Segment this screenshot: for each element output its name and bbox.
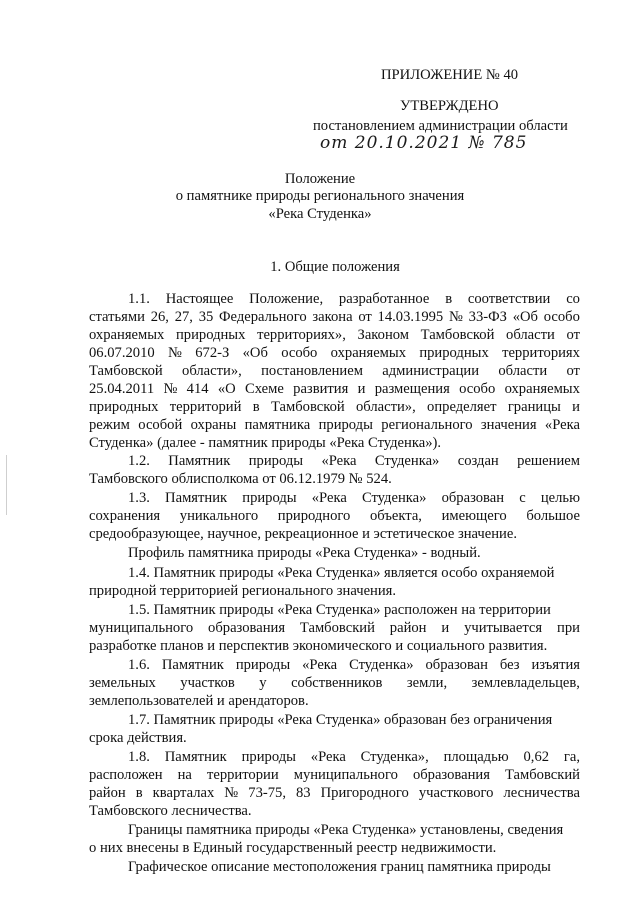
- word: без: [499, 657, 520, 673]
- word: изъятия: [531, 657, 580, 673]
- word: Памятник: [164, 749, 227, 765]
- word: 35: [198, 309, 214, 325]
- word: определяет: [427, 399, 497, 415]
- word: в: [135, 785, 143, 801]
- word: 25.04.2011: [89, 381, 155, 397]
- word: на: [177, 767, 192, 783]
- resolution-text: постановлением администрации области: [313, 118, 568, 134]
- word: природы: [248, 453, 304, 469]
- word: природных: [175, 327, 246, 343]
- word: Памятник: [165, 490, 228, 506]
- word: Настоящее: [165, 291, 234, 307]
- paragraph-line: [89, 308, 580, 326]
- word: природы: [241, 749, 296, 765]
- word: «Река: [544, 417, 580, 433]
- paragraph-line: 1.4. Памятник природы «Река Студенка» является особо охраняемой: [128, 565, 555, 581]
- word: природного: [277, 508, 351, 524]
- word: в: [445, 291, 453, 307]
- word: «Река: [302, 657, 338, 673]
- word: охраны: [190, 417, 237, 433]
- paragraph-line: средообразующее, научное, рекреационное и эстетическое значение.: [89, 526, 517, 542]
- paragraph-line: разработке планов и перспектив экономического и социального развития.: [89, 638, 548, 654]
- word: 14.03.1995: [377, 309, 444, 325]
- word: памятника: [244, 417, 311, 433]
- word: сохранения: [89, 508, 161, 524]
- paragraph-line: [89, 674, 580, 692]
- word: №: [163, 381, 178, 397]
- paragraph-line: [89, 619, 580, 637]
- word: имеющего: [441, 508, 507, 524]
- word: создан: [457, 453, 499, 469]
- word: значения: [480, 417, 537, 433]
- word: области: [506, 327, 555, 343]
- word: «Река: [321, 453, 357, 469]
- paragraph-line: природной территорией регионального значения.: [89, 583, 397, 599]
- word: и: [572, 399, 580, 415]
- paragraph-line: [89, 416, 580, 434]
- word: 26,: [150, 309, 169, 325]
- paragraph-line: Тамбовского облисполкома от 06.12.1979 № 524.: [89, 471, 392, 487]
- word: 1.6.: [128, 657, 150, 673]
- word: Тамбовской: [89, 363, 163, 379]
- word: учитывается: [464, 620, 543, 636]
- paragraph-line: о них внесены в Единый государственный реестр недвижимости.: [89, 840, 497, 856]
- word: размещения: [374, 381, 450, 397]
- paragraph-line: [128, 452, 580, 470]
- word: особо: [459, 381, 496, 397]
- word: с: [519, 490, 526, 506]
- paragraph-line: [128, 290, 580, 308]
- word: Студенка»: [349, 657, 414, 673]
- word: особой: [138, 417, 183, 433]
- word: развития: [293, 381, 349, 397]
- document-title: Положение: [284, 171, 356, 187]
- word: Памятник: [161, 657, 224, 673]
- paragraph-line: Студенка» (далее - памятник природы «Река Студенка»).: [89, 435, 441, 451]
- word: 1.8.: [128, 749, 150, 765]
- word: 33-ФЗ: [468, 309, 507, 325]
- word: «Река: [310, 749, 346, 765]
- word: район: [389, 620, 427, 636]
- word: Тамбовской: [420, 327, 495, 343]
- word: территориях: [502, 345, 580, 361]
- word: площадью: [443, 749, 509, 765]
- word: статьями: [89, 309, 145, 325]
- word: образования: [412, 767, 490, 783]
- paragraph-line: землепользователей и арендаторов.: [89, 693, 309, 709]
- word: со: [566, 291, 580, 307]
- word: образован: [425, 657, 488, 673]
- word: постановлением: [261, 363, 363, 379]
- word: Тамбовский: [504, 767, 580, 783]
- word: и: [357, 381, 366, 397]
- paragraph-line: Графическое описание местоположения границ памятника природы: [128, 859, 551, 875]
- word: участков: [180, 675, 235, 691]
- word: объекта,: [369, 508, 422, 524]
- word: области»,: [182, 363, 242, 379]
- word: при: [557, 620, 580, 636]
- word: особо: [543, 309, 580, 325]
- paragraph-line: Тамбовского лесничества.: [89, 803, 252, 819]
- paragraph-line: [128, 748, 580, 766]
- word: решением: [517, 453, 580, 469]
- word: охраняемых: [330, 345, 407, 361]
- word: кварталах: [152, 785, 215, 801]
- word: образован: [441, 490, 505, 506]
- word: №: [224, 785, 239, 801]
- word: Памятник: [168, 453, 231, 469]
- word: границы: [507, 399, 561, 415]
- word: регионального: [381, 417, 473, 433]
- word: 414: [186, 381, 209, 397]
- word: охраняемых: [504, 381, 580, 397]
- paragraph-line: [89, 398, 580, 416]
- word: Пригородного: [320, 785, 409, 801]
- word: №: [448, 309, 463, 325]
- word: Положение,: [249, 291, 324, 307]
- appendix-number: ПРИЛОЖЕНИЕ № 40: [381, 67, 519, 83]
- word: 27,: [174, 309, 193, 325]
- paragraph-line: [89, 326, 580, 344]
- word: области»,: [356, 399, 416, 415]
- word: муниципального: [293, 767, 398, 783]
- word: 83: [296, 785, 311, 801]
- word: 1.1.: [128, 291, 150, 307]
- section-heading: 1. Общие положения: [270, 259, 400, 275]
- word: лесничества: [503, 785, 580, 801]
- word: природных: [89, 399, 159, 415]
- handwritten-date-number: от 20.10.2021 № 785: [320, 133, 528, 153]
- word: от: [566, 327, 580, 343]
- paragraph-line: [128, 489, 580, 507]
- word: территориях»,: [257, 327, 346, 343]
- paragraph-line: [89, 766, 580, 784]
- paragraph-line: Профиль памятника природы «Река Студенка» - водный.: [128, 545, 481, 561]
- word: разработанное: [338, 291, 430, 307]
- word: «Об: [512, 309, 538, 325]
- word: целью: [540, 490, 580, 506]
- word: Студенка»: [374, 453, 440, 469]
- word: охраняемых: [89, 327, 165, 343]
- word: территории: [206, 767, 279, 783]
- word: закона: [312, 309, 353, 325]
- word: расположен: [89, 767, 163, 783]
- paragraph-line: срока действия.: [89, 730, 187, 746]
- scan-edge-mark: [6, 455, 7, 515]
- word: режим: [89, 417, 130, 433]
- paragraph-line: Границы памятника природы «Река Студенка» установлены, сведения: [128, 822, 564, 838]
- paragraph-line: [89, 784, 580, 802]
- word: га,: [563, 749, 580, 765]
- word: образования: [208, 620, 286, 636]
- word: и: [441, 620, 450, 636]
- document-subject: «Река Студенка»: [268, 206, 372, 222]
- paragraph-line: [89, 362, 580, 380]
- word: 06.07.2010: [89, 345, 155, 361]
- word: природы: [242, 490, 297, 506]
- word: большое: [526, 508, 580, 524]
- paragraph-line: [89, 344, 580, 362]
- word: соответствии: [467, 291, 551, 307]
- word: собственников: [291, 675, 383, 691]
- word: природных: [419, 345, 489, 361]
- word: землевладельцев,: [471, 675, 580, 691]
- word: «Об: [242, 345, 268, 361]
- word: администрации: [382, 363, 480, 379]
- document-subtitle: о памятнике природы регионального значения: [175, 188, 465, 204]
- paragraph-line: [128, 656, 580, 674]
- word: Тамбовской: [270, 399, 345, 415]
- word: Законом: [357, 327, 410, 343]
- word: земли,: [406, 675, 448, 691]
- word: у: [259, 675, 267, 691]
- word: Федерального: [219, 309, 307, 325]
- word: от: [566, 363, 580, 379]
- word: особо: [281, 345, 318, 361]
- word: Схеме: [245, 381, 284, 397]
- word: №: [167, 345, 182, 361]
- paragraph-line: 1.5. Памятник природы «Река Студенка» расположен на территории: [128, 602, 551, 618]
- word: 1.3.: [128, 490, 150, 506]
- word: 672-З: [195, 345, 230, 361]
- word: 1.2.: [128, 453, 150, 469]
- word: «Река: [311, 490, 347, 506]
- word: 0,62: [523, 749, 550, 765]
- word: природы: [318, 417, 373, 433]
- paragraph-line: [89, 507, 580, 525]
- word: природы: [235, 657, 291, 673]
- word: Студенка»,: [360, 749, 429, 765]
- word: 73-75,: [248, 785, 286, 801]
- paragraph-line: [89, 380, 580, 398]
- word: муниципального: [89, 620, 194, 636]
- word: в: [252, 399, 260, 415]
- word: земельных: [89, 675, 156, 691]
- word: уникального: [179, 508, 259, 524]
- paragraph-line: 1.7. Памятник природы «Река Студенка» образован без ограничения: [128, 712, 553, 728]
- word: от: [358, 309, 372, 325]
- word: «О: [217, 381, 236, 397]
- word: участкового: [418, 785, 494, 801]
- word: Тамбовский: [299, 620, 375, 636]
- word: территорий: [169, 399, 242, 415]
- approved-stamp-text: УТВЕРЖДЕНО: [400, 98, 499, 114]
- word: области: [498, 363, 548, 379]
- word: район: [89, 785, 126, 801]
- word: Студенка»: [361, 490, 427, 506]
